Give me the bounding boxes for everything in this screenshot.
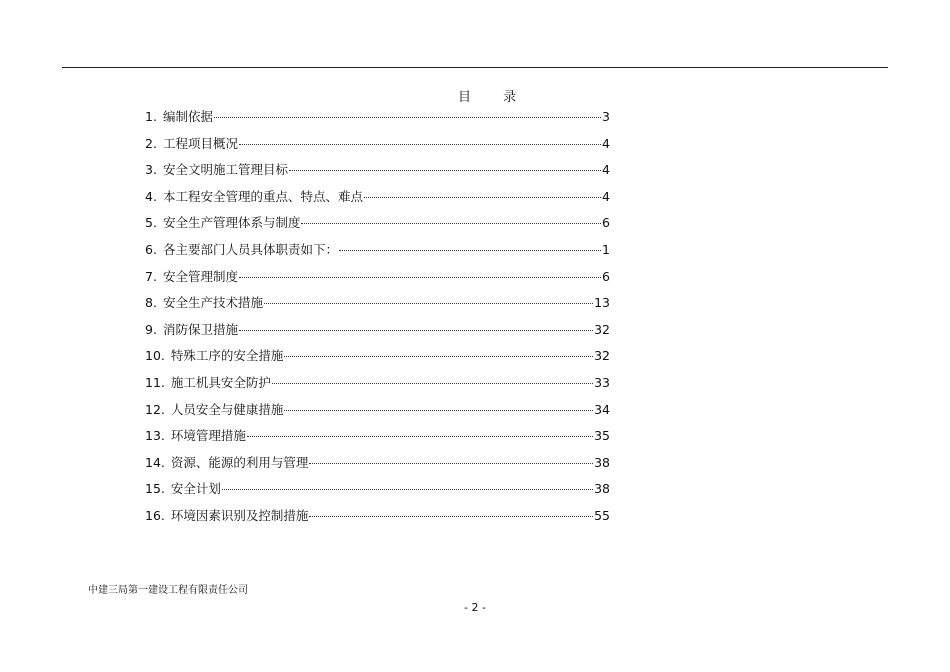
toc-entry-number: 14. (145, 454, 165, 470)
toc-entry-page: 32 (594, 348, 610, 364)
toc-entry-number: 3. (145, 162, 157, 178)
toc-entry-page: 35 (594, 428, 610, 444)
toc-entry[interactable] (145, 321, 610, 348)
toc-entry-number: 12. (145, 401, 165, 417)
footer-page-number: - 2 - (464, 601, 486, 614)
toc-entry-page: 4 (602, 135, 610, 151)
toc-entry[interactable] (145, 374, 610, 401)
toc-leader-dots (239, 330, 593, 331)
footer-company-name: 中建三局第一建设工程有限责任公司 (88, 585, 248, 596)
toc-leader-dots (247, 436, 593, 437)
toc-entry-page: 55 (594, 507, 610, 523)
toc-entry[interactable] (145, 188, 610, 215)
toc-entry[interactable] (145, 214, 610, 241)
toc-entry-page: 13 (594, 295, 610, 311)
toc-entry-page: 32 (594, 321, 610, 337)
toc-entry-number: 6. (145, 241, 157, 257)
toc-entry[interactable] (145, 347, 610, 374)
toc-entry-number: 2. (145, 135, 157, 151)
toc-leader-dots (272, 383, 593, 384)
toc-leader-dots (339, 250, 601, 251)
toc-entry-title: 编制依据 (162, 109, 213, 124)
toc-entry-page: 38 (594, 481, 610, 497)
toc-entry-number: 8. (145, 295, 157, 311)
toc-entry-page: 6 (602, 268, 610, 284)
toc-leader-dots (309, 516, 593, 517)
toc-leader-dots (264, 303, 593, 304)
toc-entry[interactable] (145, 108, 610, 135)
toc-entry-number: 5. (145, 215, 157, 231)
toc-entry-title: 安全文明施工管理目标 (162, 162, 288, 178)
toc-entry-title: 消防保卫措施 (162, 321, 238, 337)
toc-entry-page: 34 (594, 401, 610, 417)
header-rule (62, 67, 888, 68)
toc-entry-title: 人员安全与健康措施 (170, 401, 284, 417)
toc-list (145, 108, 610, 534)
toc-entry-title: 安全生产技术措施 (162, 295, 263, 311)
toc-title: 目 录 (458, 90, 531, 105)
toc-entry-page: 1 (602, 241, 610, 257)
toc-entry[interactable] (145, 480, 610, 507)
toc-entry-title: 特殊工序的安全措施 (170, 348, 284, 364)
toc-entry-page: 38 (594, 454, 610, 470)
toc-entry-number: 9. (145, 321, 157, 337)
toc-entry-title: 安全计划 (170, 481, 221, 497)
toc-entry-number: 13. (145, 428, 165, 444)
toc-entry-title: 环境管理措施 (170, 428, 246, 444)
toc-leader-dots (301, 223, 601, 224)
toc-leader-dots (214, 117, 601, 118)
toc-entry[interactable] (145, 454, 610, 481)
toc-entry[interactable] (145, 161, 610, 188)
toc-entry-title: 本工程安全管理的重点、特点、难点 (162, 188, 363, 204)
toc-leader-dots (239, 144, 601, 145)
toc-entry-number: 15. (145, 481, 165, 497)
toc-entry[interactable] (145, 135, 610, 162)
toc-entry-title: 施工机具安全防护 (170, 374, 271, 390)
toc-entry-page: 4 (602, 188, 610, 204)
toc-entry[interactable] (145, 241, 610, 268)
toc-entry[interactable] (145, 507, 610, 534)
toc-entry-number: 4. (145, 188, 157, 204)
toc-entry-title: 安全管理制度 (162, 268, 238, 284)
toc-entry-title: 各主要部门人员具体职责如下： (162, 241, 338, 257)
toc-entry-number: 16. (145, 507, 165, 523)
toc-leader-dots (364, 197, 601, 198)
toc-entry[interactable] (145, 401, 610, 428)
toc-leader-dots (309, 463, 593, 464)
toc-entry-page: 3 (602, 109, 610, 124)
toc-entry-title: 安全生产管理体系与制度 (162, 215, 301, 231)
toc-entry[interactable] (145, 268, 610, 295)
toc-entry-page: 4 (602, 162, 610, 178)
toc-leader-dots (289, 170, 601, 171)
toc-entry[interactable] (145, 427, 610, 454)
toc-entry-number: 10. (145, 348, 165, 364)
toc-entry-number: 1. (145, 109, 157, 124)
toc-entry-title: 环境因素识别及控制措施 (170, 507, 309, 523)
toc-leader-dots (239, 277, 601, 278)
toc-entry-number: 11. (145, 374, 165, 390)
toc-entry-number: 7. (145, 268, 157, 284)
toc-entry-page: 6 (602, 215, 610, 231)
toc-leader-dots (284, 410, 593, 411)
toc-entry-title: 工程项目概况 (162, 135, 238, 151)
toc-entry[interactable] (145, 294, 610, 321)
toc-leader-dots (284, 356, 593, 357)
toc-entry-page: 33 (594, 374, 610, 390)
toc-leader-dots (222, 489, 593, 490)
toc-entry-title: 资源、能源的利用与管理 (170, 454, 309, 470)
